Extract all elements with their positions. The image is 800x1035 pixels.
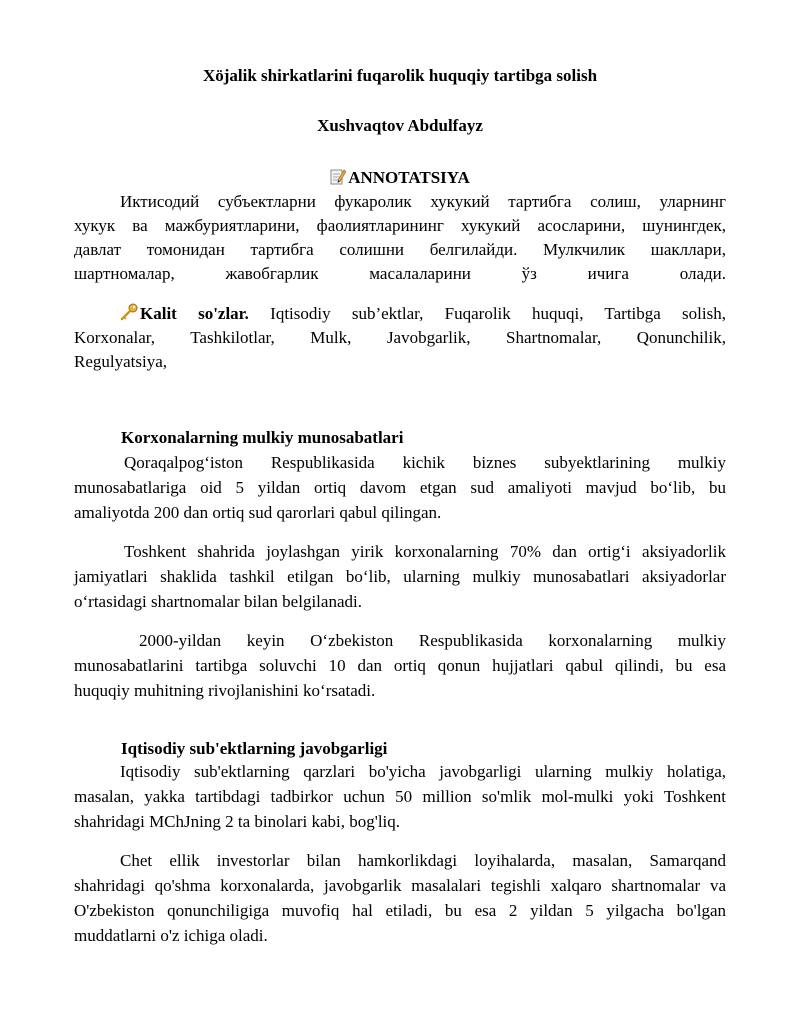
paragraph-line: Toshkent shahrida joylashgan yirik korxonalarning 70% dan ortig‘i aksiyadorlik bbox=[124, 542, 726, 561]
annotation-line: давлат томонидан тартибга солишни белгилайди. Мулкчилик шакллари, bbox=[74, 240, 726, 259]
section-heading-ownership: Korxonalarning mulkiy munosabatlari bbox=[121, 428, 404, 447]
paragraph-line: shahridagi qo'shma korxonalarda, javobgarlik masalalari tegishli xalqaro shartnomalar va bbox=[74, 876, 726, 895]
keywords-line bbox=[120, 302, 726, 328]
keywords-line: Regulyatsiya, bbox=[74, 352, 168, 371]
annotation-line: шартномалар, жавобгарлик масалаларини ўз ичига олади. bbox=[74, 264, 726, 283]
paragraph-line: munosabatlariga oid 5 yildan ortiq davom etgan sud amaliyoti mavjud bo‘lib, bu bbox=[74, 478, 726, 497]
annotation-heading bbox=[0, 166, 800, 192]
key-icon bbox=[120, 303, 138, 328]
paragraph-line: amaliyotda 200 dan ortiq sud qarorlari qabul qilingan. bbox=[74, 503, 442, 522]
annotation-line: хукук ва мажбуриятларини, фаолиятларининг хукукий асосларини, шунингдек, bbox=[74, 216, 726, 235]
annotation-line: Иктисодий субъектларни фукаролик хукукий тартибга солиш, уларнинг bbox=[120, 192, 726, 211]
keywords-text: Iqtisodiy sub’ektlar, Fuqarolik huquqi, Tartibga solish, bbox=[270, 304, 726, 323]
paragraph-line: huquqiy muhitning rivojlanishini ko‘rsatadi. bbox=[74, 681, 376, 700]
paragraph-line: 2000-yildan keyin O‘zbekiston Respublikasida korxonalarning mulkiy bbox=[139, 631, 726, 650]
paragraph-line: Qoraqalpog‘iston Respublikasida kichik biznes subyektlarining mulkiy bbox=[124, 453, 726, 472]
paragraph-line: shahridagi MChJning 2 ta binolari kabi, bog'liq. bbox=[74, 812, 401, 831]
paragraph-line: munosabatlarini tartibga soluvchi 10 dan ortiq qonun hujjatlari qabul qilindi, bu esa bbox=[74, 656, 726, 675]
paragraph-line: muddatlarni o'z ichiga oladi. bbox=[74, 926, 268, 945]
memo-pencil-icon bbox=[330, 168, 346, 192]
annotation-heading-text: ANNOTATSIYA bbox=[348, 168, 470, 187]
paragraph-line: O'zbekiston qonunchiligiga muvofiq hal etiladi, bu esa 2 yildan 5 yilgacha bo'lgan bbox=[74, 901, 726, 920]
paper-title: Xöjalik shirkatlarini fuqarolik huquqiy tartibga solish bbox=[202, 66, 598, 85]
paragraph-line: Iqtisodiy sub'ektlarning qarzlari bo'yicha javobgarligi ularning mulkiy holatiga, bbox=[120, 762, 726, 781]
author-name: Xushvaqtov Abdulfayz bbox=[317, 116, 483, 135]
paragraph-line: Chet ellik investorlar bilan hamkorlikdagi loyihalarda, masalan, Samarqand bbox=[120, 851, 726, 870]
keywords-label: Kalit so'zlar. bbox=[140, 304, 249, 323]
paragraph-line: jamiyatlari shaklida tashkil etilgan bo‘lib, ularning mulkiy munosabatlari aksiyadorlar bbox=[74, 567, 726, 586]
paragraph-line: o‘rtasidagi shartnomalar bilan belgilanadi. bbox=[74, 592, 362, 611]
keywords-line: Korxonalar, Tashkilotlar, Mulk, Javobgarlik, Shartnomalar, Qonunchilik, bbox=[74, 328, 726, 347]
section-heading-liability: Iqtisodiy sub'ektlarning javobgarligi bbox=[121, 739, 388, 758]
paragraph-line: masalan, yakka tartibdagi tadbirkor uchun 50 million so'mlik mol-mulki yoki Toshkent bbox=[74, 787, 726, 806]
